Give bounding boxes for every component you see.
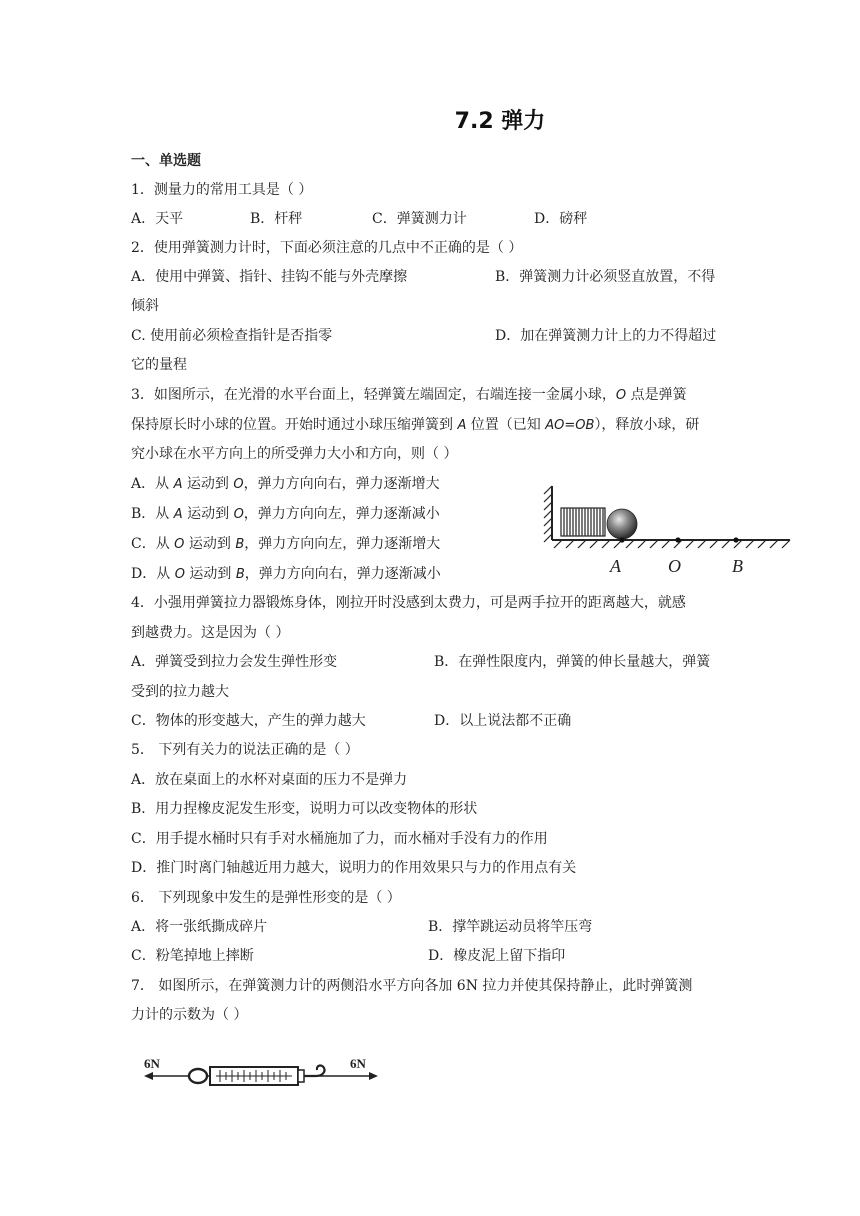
question-4-option-b[interactable]: B．在弹性限度内，弹簧的伸长量越大，弹簧 bbox=[434, 654, 711, 670]
question-4-stem-line-2: 到越费力。这是因为（ ） bbox=[131, 625, 290, 641]
spring-scale-figure bbox=[140, 1050, 380, 1094]
question-2-option-d[interactable]: D．加在弹簧测力计上的力不得超过 bbox=[495, 328, 717, 344]
point-label: A bbox=[457, 418, 467, 433]
left-arrow-icon bbox=[144, 1072, 153, 1080]
right-force-label: 6N bbox=[350, 1056, 366, 1071]
page-title: 7.2 弹力 bbox=[454, 109, 546, 134]
question-3-option-c[interactable]: C．从 O 运动到 B，弹力方向向左，弹力逐渐增大 bbox=[131, 536, 441, 552]
question-2-option-b-continued: 倾斜 bbox=[131, 298, 159, 314]
question-5-option-a[interactable]: A．放在桌面上的水杯对桌面的压力不是弹力 bbox=[131, 772, 408, 788]
figure-label-o: O bbox=[668, 556, 681, 576]
hook-icon bbox=[304, 1066, 325, 1076]
ring-icon bbox=[189, 1069, 207, 1083]
point-label: O bbox=[615, 388, 627, 403]
question-5-option-b[interactable]: B．用力捏橡皮泥发生形变，说明力可以改变物体的形状 bbox=[131, 801, 478, 817]
question-3-stem-line-2: 保持原长时小球的位置。开始时通过小球压缩弹簧到 A 位置（已知 AO=OB），释放小球，研 bbox=[131, 417, 700, 433]
point-b-marker bbox=[733, 537, 738, 542]
question-3-stem-line-1: 3．如图所示，在光滑的水平台面上，轻弹簧左端固定，右端连接一金属小球，O 点是弹簧 bbox=[131, 387, 687, 403]
left-force-label: 6N bbox=[144, 1056, 160, 1071]
question-2-option-d-continued: 它的量程 bbox=[131, 357, 187, 373]
question-3-option-a[interactable]: A．从 A 运动到 O，弹力方向向右，弹力逐渐增大 bbox=[131, 476, 440, 492]
question-6-option-a[interactable]: A．将一张纸撕成碎片 bbox=[131, 919, 268, 935]
equation: AO=OB bbox=[545, 418, 595, 433]
question-4-option-c[interactable]: C．物体的形变越大，产生的弹力越大 bbox=[131, 713, 366, 729]
question-1-option-b[interactable]: B．杆秤 bbox=[250, 211, 303, 227]
question-1-option-d[interactable]: D．磅秤 bbox=[534, 211, 588, 227]
question-1-option-c[interactable]: C．弹簧测力计 bbox=[372, 211, 467, 227]
question-2-option-c[interactable]: C. 使用前必须检查指针是否指零 bbox=[131, 328, 333, 344]
question-6-option-d[interactable]: D．橡皮泥上留下指印 bbox=[428, 948, 566, 964]
question-5-stem: 5． 下列有关力的说法正确的是（ ） bbox=[131, 742, 359, 758]
question-2-stem: 2．使用弹簧测力计时，下面必须注意的几点中不正确的是（ ） bbox=[131, 240, 523, 256]
figure-label-a: A bbox=[610, 556, 621, 576]
question-7-stem-line-2: 力计的示数为（ ） bbox=[131, 1007, 248, 1023]
question-1-stem: 1．测量力的常用工具是（ ） bbox=[131, 182, 313, 198]
question-2-option-a[interactable]: A．使用中弹簧、指针、挂钩不能与外壳摩擦 bbox=[131, 269, 408, 285]
figure-label-b: B bbox=[732, 556, 743, 576]
right-arrow-icon bbox=[369, 1072, 378, 1080]
spring-ball-figure bbox=[540, 480, 800, 580]
question-2-option-b[interactable]: B．弹簧测力计必须竖直放置，不得 bbox=[495, 269, 716, 285]
wall-hatching bbox=[544, 486, 552, 542]
question-4-option-b-continued: 受到的拉力越大 bbox=[131, 684, 229, 700]
point-o-marker bbox=[675, 537, 680, 542]
question-4-option-a[interactable]: A．弹簧受到拉力会发生弹性形变 bbox=[131, 654, 338, 670]
question-6-stem: 6． 下列现象中发生的是弹性形变的是（ ） bbox=[131, 890, 401, 906]
point-a-marker bbox=[619, 537, 624, 542]
question-6-option-b[interactable]: B．撑竿跳运动员将竿压弯 bbox=[428, 919, 593, 935]
question-7-stem-line-1: 7． 如图所示，在弹簧测力计的两侧沿水平方向各加 6N 拉力并使其保持静止，此时弹簧测 bbox=[131, 978, 693, 994]
question-5-option-d[interactable]: D．推门时离门轴越近用力越大，说明力的作用效果只与力的作用点有关 bbox=[131, 860, 577, 876]
question-1-option-a[interactable]: A．天平 bbox=[131, 211, 184, 227]
floor-hatching bbox=[554, 540, 790, 548]
section-heading: 一、单选题 bbox=[131, 153, 201, 169]
question-3-option-b[interactable]: B．从 A 运动到 O，弹力方向向左，弹力逐渐减小 bbox=[131, 506, 440, 522]
question-4-stem-line-1: 4．小强用弹簧拉力器锻炼身体，刚拉开时没感到太费力，可是两手拉开的距离越大，就感 bbox=[131, 595, 686, 611]
question-3-stem-line-3: 究小球在水平方向上的所受弹力大小和方向，则（ ） bbox=[131, 446, 458, 462]
question-3-option-d[interactable]: D．从 O 运动到 B，弹力方向向右，弹力逐渐减小 bbox=[131, 566, 441, 582]
metal-ball-icon bbox=[607, 509, 637, 539]
question-4-option-d[interactable]: D．以上说法都不正确 bbox=[434, 713, 572, 729]
question-6-option-c[interactable]: C．粉笔掉地上摔断 bbox=[131, 948, 254, 964]
question-5-option-c[interactable]: C．用手提水桶时只有手对水桶施加了力，而水桶对手没有力的作用 bbox=[131, 831, 548, 847]
